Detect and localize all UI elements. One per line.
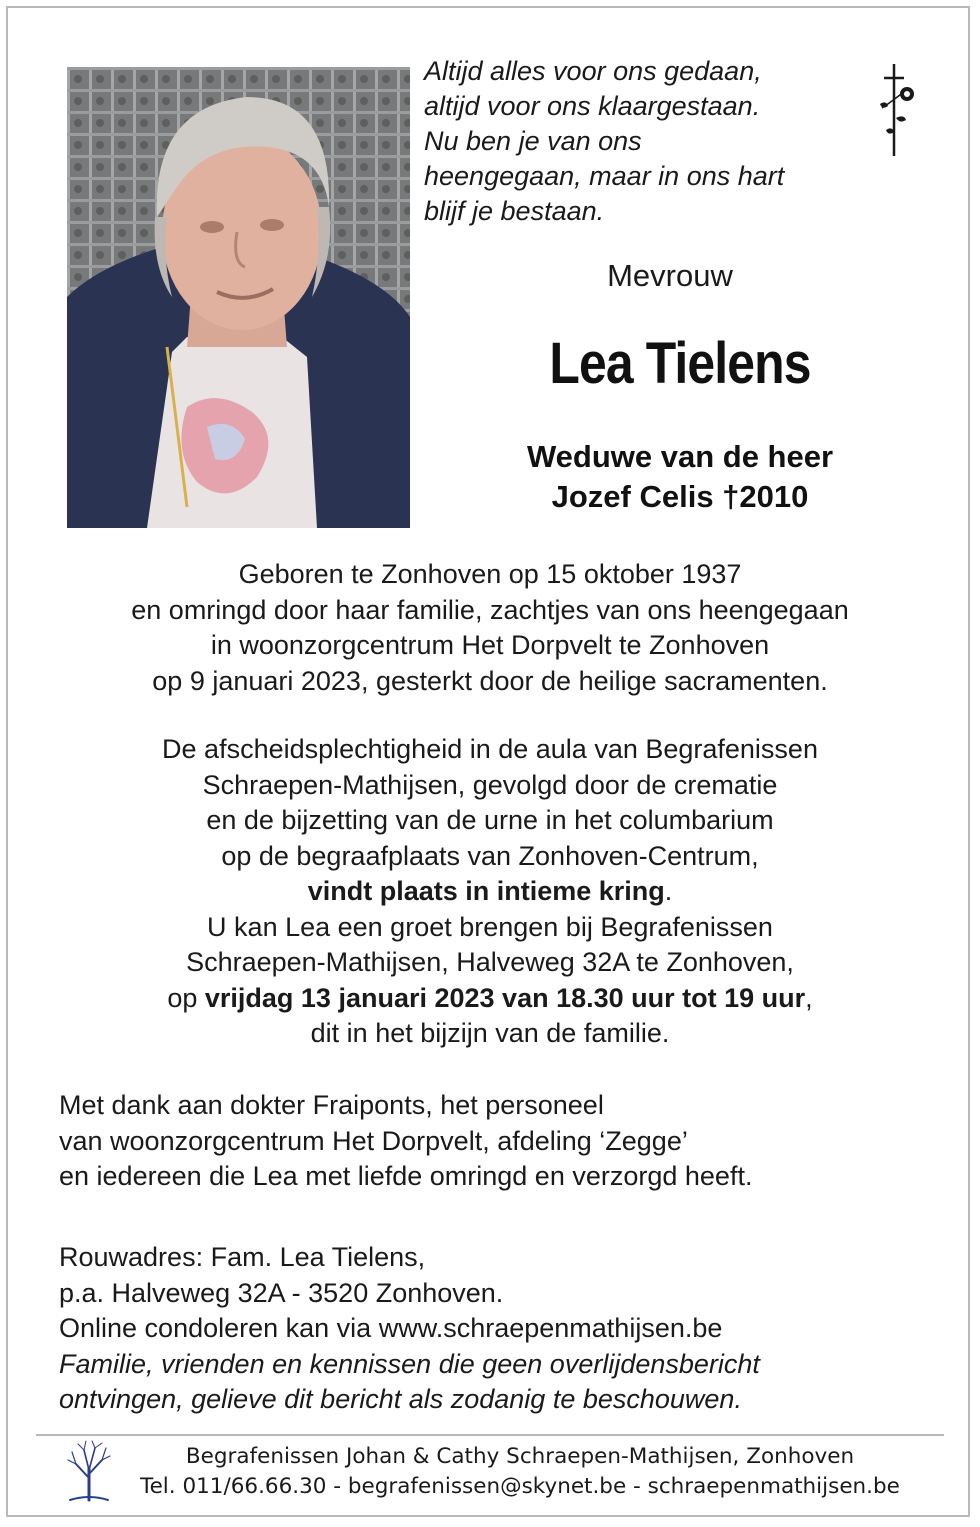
poem-line: Nu ben je van ons [424, 126, 642, 156]
ceremony-line: De afscheidsplechtigheid in de aula van Begrafenissen [162, 734, 818, 764]
address-line: Rouwadres: Fam. Lea Tielens, [59, 1242, 426, 1272]
ceremony-line: dit in het bijzijn van de familie. [310, 1018, 670, 1048]
ceremony-line: en de bijzetting van de urne in het columbarium [206, 805, 774, 835]
condolence-link-line: Online condoleren kan via www.schraepenmathijsen.be [59, 1313, 723, 1343]
poem-line: altijd voor ons klaargestaan. [424, 91, 761, 121]
widow-of [440, 437, 920, 517]
portrait-photo [67, 67, 410, 528]
ceremony-line: op de begraafplaats van Zonhoven-Centrum, [221, 840, 759, 871]
punctuation: , [805, 982, 813, 1013]
cross-with-rose-icon [874, 60, 922, 160]
ceremony-line: U kan Lea een groet brengen bij Begrafenissen [207, 911, 773, 942]
ceremony-line: Schraepen-Mathijsen, gevolgd door de crematie [202, 769, 778, 800]
thanks-line: Met dank aan dokter Fraiponts, het personeel [59, 1090, 604, 1120]
footer-divider [36, 1434, 944, 1436]
birth-line: in woonzorgcentrum Het Dorpvelt te Zonhoven [210, 630, 770, 660]
poem-line: heengegaan, maar in ons hart [424, 161, 785, 191]
ceremony-line [30, 981, 950, 1017]
ceremony-line [30, 874, 950, 910]
spouse-name: Jozef Celis †2010 [551, 479, 809, 514]
birth-line: op 9 januari 2023, gesterkt door de heilige sacramenten. [152, 665, 828, 696]
poem [424, 54, 864, 229]
ceremony-line: Schraepen-Mathijsen, Halveweg 32A te Zonhoven, [186, 947, 794, 977]
address-paragraph [59, 1240, 939, 1418]
birth-line: Geboren te Zonhoven op 15 oktober 1937 [238, 559, 742, 589]
widow-line: Weduwe van de heer [526, 439, 834, 474]
ceremony-emphasis: vindt plaats in intieme kring [307, 876, 665, 906]
portrait-illustration [67, 67, 410, 528]
deceased-name: Lea Tielens [549, 331, 811, 396]
funeral-home-contact: Tel. 011/66.66.30 - begrafenissen@skynet.be - schraepenmathijsen.be [140, 1474, 900, 1499]
thanks-paragraph [59, 1088, 939, 1195]
birth-line: en omringd door haar familie, zachtjes van ons heengegaan [131, 594, 849, 625]
thanks-line: van woonzorgcentrum Het Dorpvelt, afdeling ‘Zegge’ [59, 1125, 688, 1156]
notice-line: ontvingen, gelieve dit bericht als zodanig te beschouwen. [59, 1384, 742, 1414]
honorific: Mevrouw [607, 258, 733, 293]
tree-logo-icon [62, 1438, 116, 1502]
thanks-line: en iedereen die Lea met liefde omringd en verzorgd heeft. [59, 1161, 753, 1191]
visit-time: vrijdag 13 januari 2023 van 18.30 uur tot 19 uur [204, 982, 806, 1013]
funeral-home-name: Begrafenissen Johan & Cathy Schraepen-Mathijsen, Zonhoven [185, 1444, 855, 1469]
poem-line: blijf je bestaan. [424, 196, 605, 226]
punctuation: . [664, 876, 673, 906]
poem-line: Altijd alles voor ons gedaan, [424, 56, 762, 86]
ceremony-paragraph [30, 732, 950, 1052]
funeral-home-footer [120, 1442, 920, 1502]
address-line: p.a. Halveweg 32A - 3520 Zonhoven. [59, 1277, 504, 1308]
prefix: op [167, 982, 205, 1013]
notice-line: Familie, vrienden en kennissen die geen overlijdensbericht [59, 1348, 760, 1379]
birth-death-paragraph [30, 557, 950, 699]
